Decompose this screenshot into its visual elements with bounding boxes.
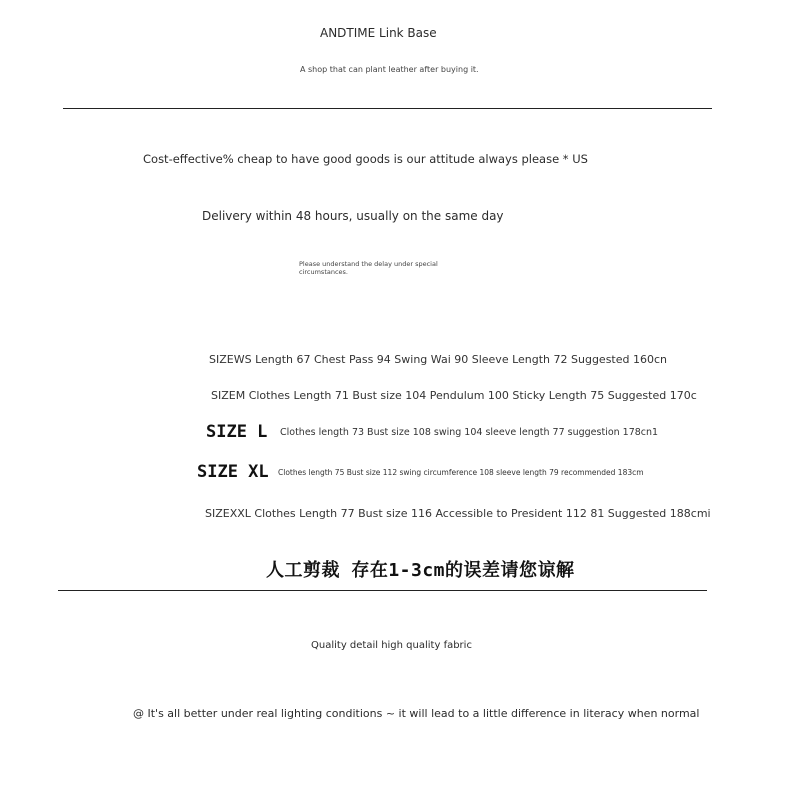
size-xl-detail: Clothes length 75 Bust size 112 swing circumference 108 sleeve length 79 recommended 183cm bbox=[278, 468, 644, 477]
measurement-error-note: 人工剪裁 存在1-3cm的误差请您谅解 bbox=[266, 560, 575, 581]
size-l-label: SIZE L bbox=[206, 422, 268, 442]
slogan-text: Cost-effective% cheap to have good goods is our attitude always please * US bbox=[143, 152, 588, 166]
size-m-row: SIZEM Clothes Length 71 Bust size 104 Pendulum 100 Sticky Length 75 Suggested 170c bbox=[211, 389, 697, 402]
size-l-detail: Clothes length 73 Bust size 108 swing 104 sleeve length 77 suggestion 178cn1 bbox=[280, 427, 659, 438]
size-xxl-row: SIZEXXL Clothes Length 77 Bust size 116 Accessible to President 112 81 Suggested 188cmi bbox=[205, 507, 711, 520]
size-s-row: SIZEWS Length 67 Chest Pass 94 Swing Wai 90 Sleeve Length 72 Suggested 160cn bbox=[209, 353, 668, 366]
top-divider bbox=[63, 108, 712, 109]
quality-text: Quality detail high quality fabric bbox=[311, 640, 472, 651]
delivery-text: Delivery within 48 hours, usually on the same day bbox=[202, 209, 504, 223]
lighting-note: @ It's all better under real lighting conditions ~ it will lead to a little difference in literacy when normal bbox=[133, 707, 700, 720]
page-title: ANDTIME Link Base bbox=[320, 26, 437, 40]
middle-divider bbox=[58, 590, 707, 591]
size-xl-label: SIZE XL bbox=[197, 462, 269, 482]
delay-note: Please understand the delay under special circumstances. bbox=[299, 260, 438, 276]
page-subtitle: A shop that can plant leather after buying it. bbox=[300, 65, 479, 74]
